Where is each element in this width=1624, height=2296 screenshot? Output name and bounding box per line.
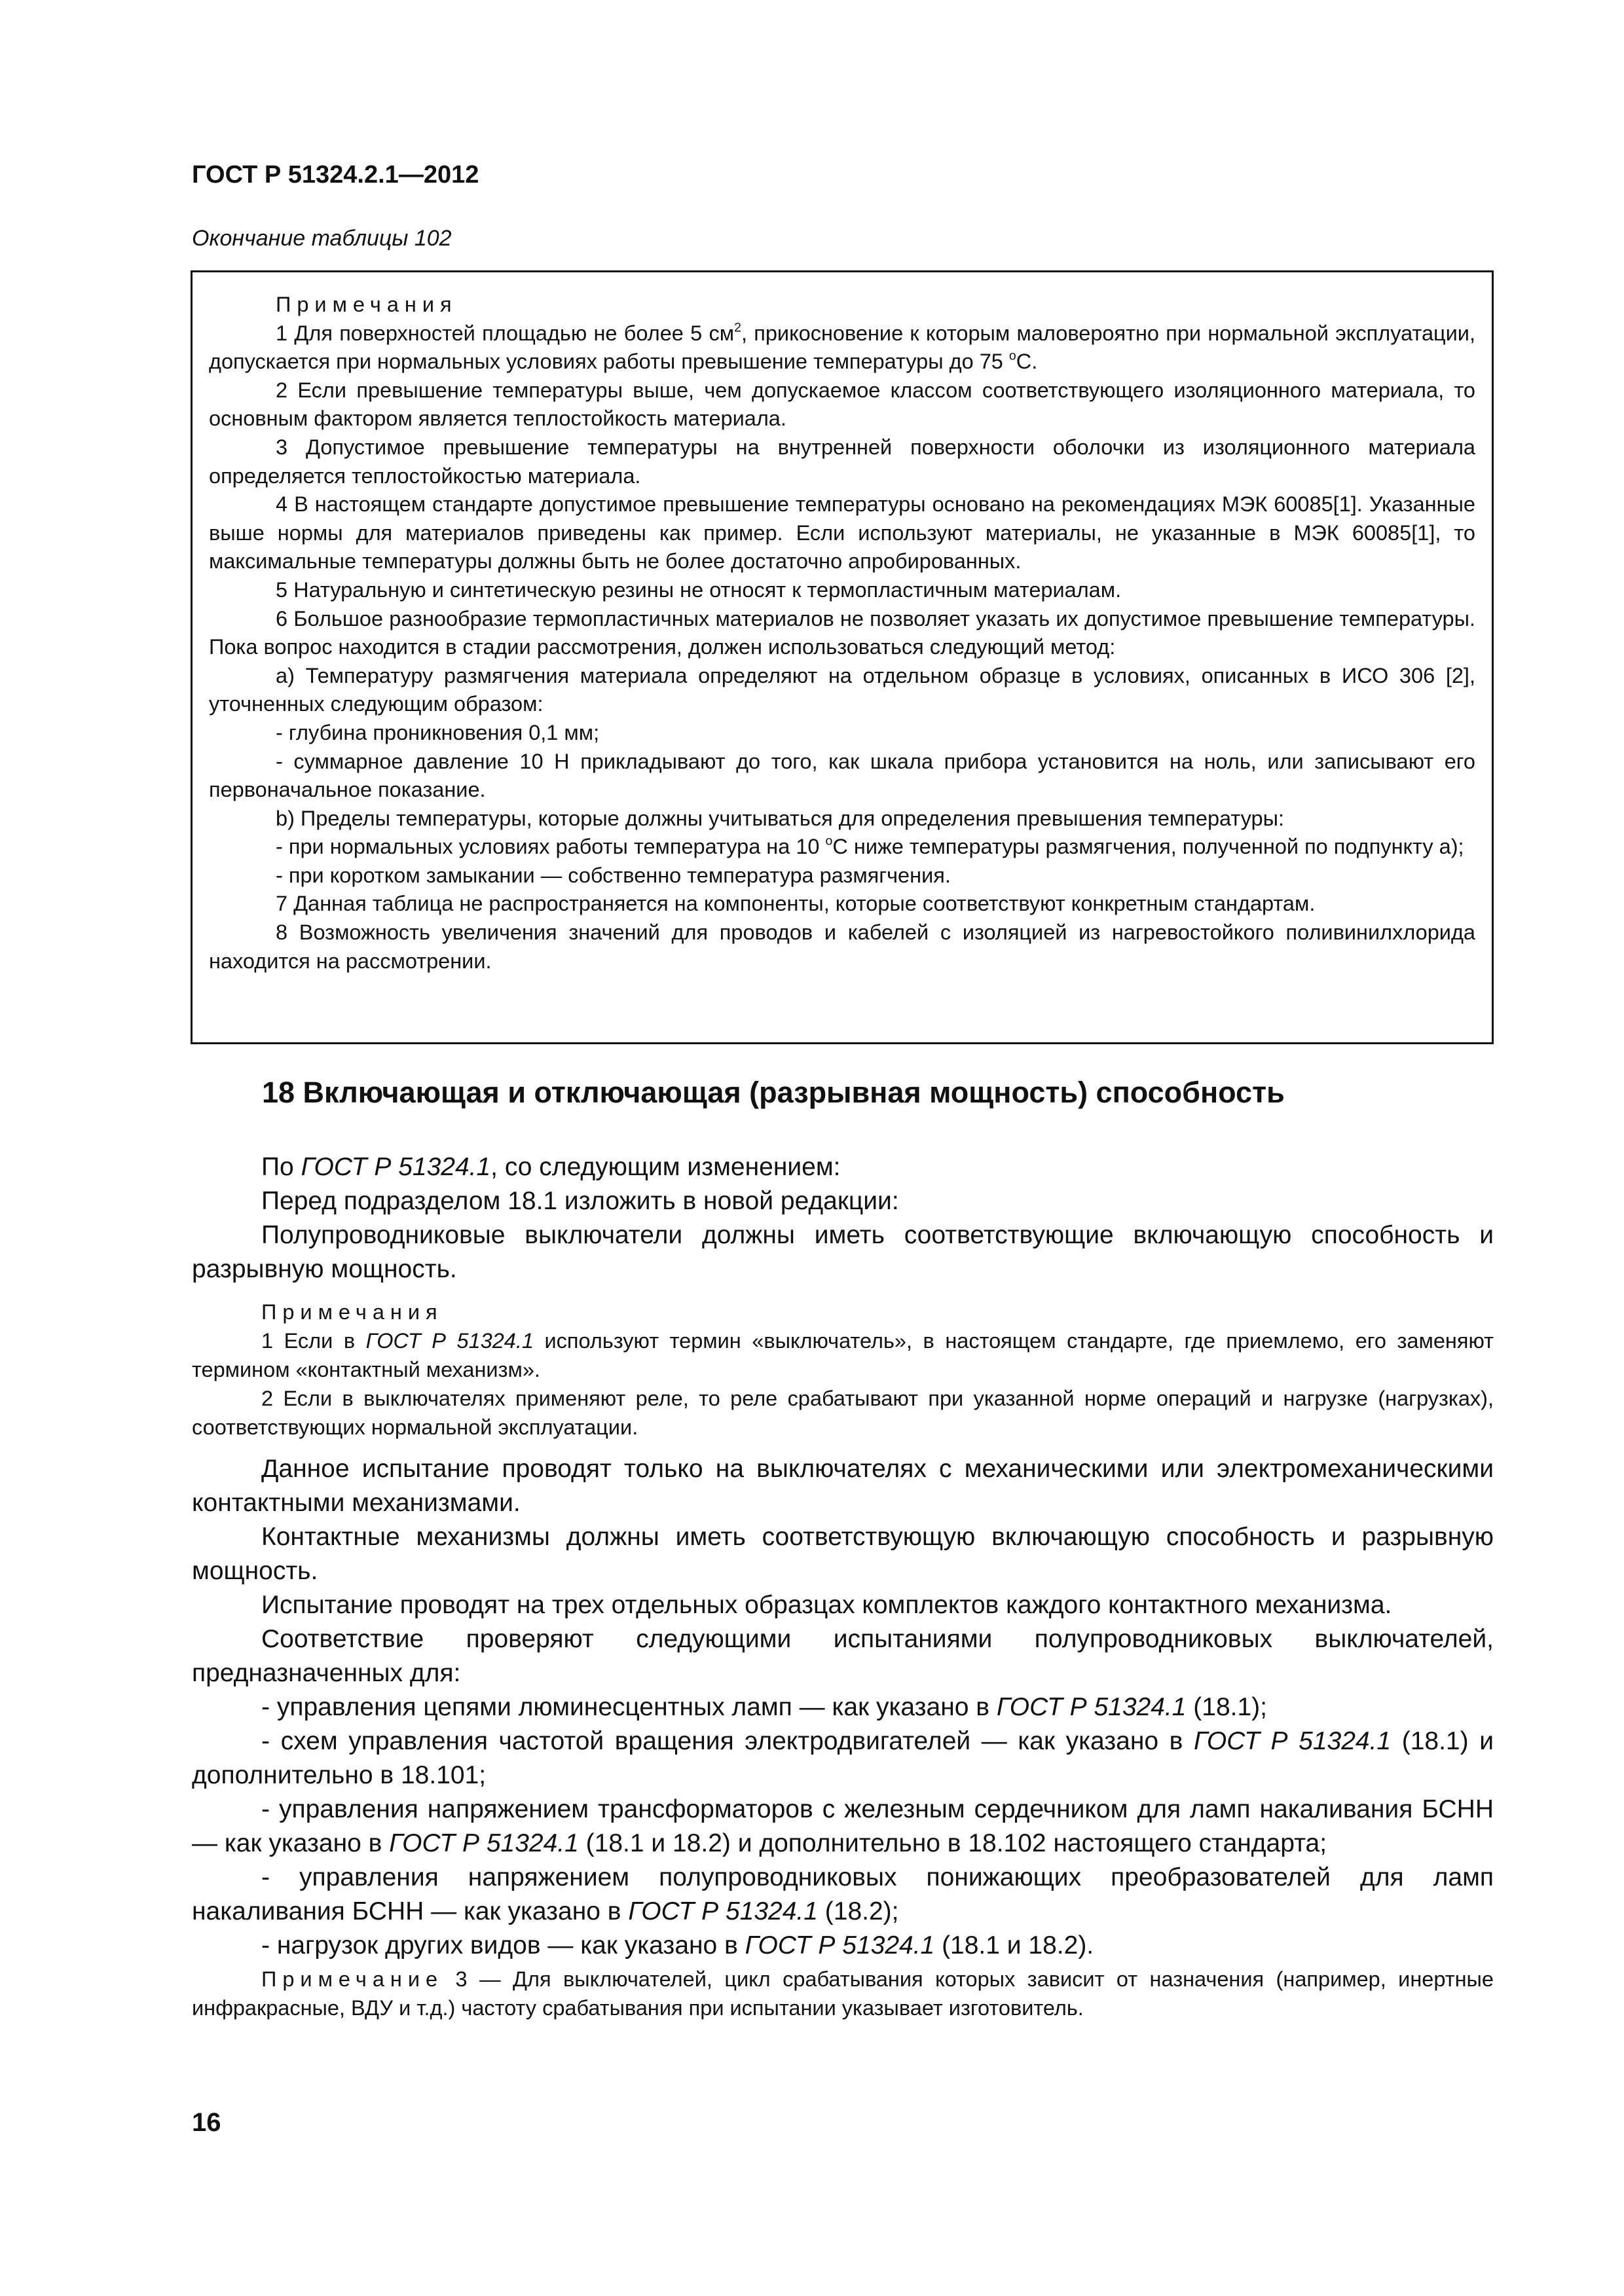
note-6-b-item-2: - при коротком замыкании — собственно температура размягчения. xyxy=(276,863,951,887)
note-6-a-item-2: - суммарное давление 10 Н прикладывают до того, как шкала прибора установится на ноль, или записывают его первоначальное показание. xyxy=(209,749,1475,802)
note-6-b: b) Пределы температуры, которые должны учитываться для определения превышения температуры: xyxy=(276,806,1284,830)
gost-reference: ГОСТ Р 51324.1 xyxy=(996,1693,1187,1721)
paragraph-requirement: Полупроводниковые выключатели должны иметь соответствующие включающую способность и разрывную мощность. xyxy=(192,1221,1494,1283)
gost-reference: ГОСТ Р 51324.1 xyxy=(1194,1727,1392,1755)
section-note-1: 1 Если в ГОСТ Р 51324.1 используют термин «выключатель», в настоящем стандарте, где приемлемо, его заменяют термином «контактный механизм». xyxy=(192,1329,1494,1381)
paragraph-samples: Испытание проводят на трех отдельных образцах комплектов каждого контактного механизма. xyxy=(261,1591,1392,1619)
gost-reference: ГОСТ Р 51324.1 xyxy=(301,1153,491,1181)
page-number: 16 xyxy=(192,2108,221,2137)
section-notes xyxy=(192,1298,1494,1442)
list-item-motor-speed: - схем управления частотой вращения электродвигателей — как указано в ГОСТ Р 51324.1 (18.1) и дополнительно в 18.101; xyxy=(192,1727,1494,1789)
note-6-a-item-1: - глубина проникновения 0,1 мм; xyxy=(276,720,600,744)
section-notes-title: Примечания xyxy=(261,1300,443,1324)
note-6: 6 Большое разнообразие термопластичных материалов не позволяет указать их допустимое превышение температуры. Пока вопрос находится в стадии рассмотрения, должен использоваться следующий метод: xyxy=(209,606,1475,659)
gost-reference: ГОСТ Р 51324.1 xyxy=(745,1931,935,1959)
note-2: 2 Если превышение температуры выше, чем допускаемое классом соответствующего изоляционного материала, то основным фактором является теплостойкость материала. xyxy=(209,378,1475,431)
section-body xyxy=(192,1452,1494,1963)
paragraph-by-gost: По ГОСТ Р 51324.1, со следующим изменением: xyxy=(261,1153,841,1181)
note-6-b-item-1: - при нормальных условиях работы температура на 10 $^о$С ниже температуры размягчения, полученной по подпункту а); xyxy=(276,833,1464,859)
gost-reference: ГОСТ Р 51324.1 xyxy=(365,1329,534,1353)
section-note-2: 2 Если в выключателях применяют реле, то реле срабатывают при указанной норме операций и нагрузке (нагрузках), соответствующих нормальной эксплуатации. xyxy=(192,1387,1494,1439)
paragraph-edit-instruction: Перед подразделом 18.1 изложить в новой редакции: xyxy=(261,1187,899,1215)
list-item-other-loads: - нагрузок других видов — как указано в ГОСТ Р 51324.1 (18.1 и 18.2). xyxy=(261,1931,1094,1959)
list-item-converters: - управления напряжением полупроводниковых понижающих преобразователей для ламп накаливания БСНН — как указано в ГОСТ Р 51324.1 (18.2); xyxy=(192,1863,1494,1925)
note-5: 5 Натуральную и синтетическую резины не относят к термопластичным материалам. xyxy=(276,577,1122,602)
paragraph-contact-mechanisms: Контактные механизмы должны иметь соответствующую включающую способность и разрывную мощность. xyxy=(192,1523,1494,1585)
list-item-fluorescent: - управления цепями люминесцентных ламп — как указано в ГОСТ Р 51324.1 (18.1); xyxy=(261,1693,1268,1721)
document-header-code: ГОСТ Р 51324.2.1—2012 xyxy=(192,161,479,189)
gost-reference: ГОСТ Р 51324.1 xyxy=(389,1829,579,1857)
note-1: 1 Для поверхностей площадью не более 5 $см^2$, прикосновение к которым маловероятно при нормальной эксплуатации, допускается при нормальных условиях работы превышение температуры до 75 $^о$С. xyxy=(209,319,1475,374)
section-heading: 18 Включающая и отключающая (разрывная мощность) способность xyxy=(262,1076,1285,1109)
paragraph-compliance: Соответствие проверяют следующими испытаниями полупроводниковых выключателей, предназначенных для: xyxy=(192,1625,1494,1687)
section-intro xyxy=(192,1150,1494,1286)
final-note xyxy=(192,1965,1494,2022)
list-item-transformers: - управления напряжением трансформаторов с железным сердечником для ламп накаливания БСНН — как указано в ГОСТ Р 51324.1 (18.1 и 18.2) и дополнительно в 18.102 настоящего стандарта; xyxy=(192,1795,1494,1857)
table-notes-box xyxy=(191,270,1494,1044)
note-4: 4 В настоящем стандарте допустимое превышение температуры основано на рекомендациях МЭК 60085[1]. Указанные выше нормы для материалов приведены как пример. Если используют материалы, не указанные в МЭК 60085[1], то максимальные температуры должны быть не более достаточно апробированных. xyxy=(209,492,1475,574)
table-continuation-caption: Окончание таблицы 102 xyxy=(192,226,452,251)
gost-reference: ГОСТ Р 51324.1 xyxy=(628,1897,818,1925)
note-3-paragraph: Примечание 3 — Для выключателей, цикл срабатывания которых зависит от назначения (например, инертные инфракрасные, ВДУ и т.д.) частоту срабатывания при испытании указывает изготовитель. xyxy=(192,1967,1494,2020)
paragraph-test-scope: Данное испытание проводят только на выключателях с механическими или электромеханическими контактными механизмами. xyxy=(192,1455,1494,1517)
note-6-a: а) Температуру размягчения материала определяют на отдельном образце в условиях, описанных в ИСО 306 [2], уточненных следующим образом: xyxy=(209,663,1475,716)
notes-title: Примечания xyxy=(276,293,458,316)
note-7: 7 Данная таблица не распространяется на компоненты, которые соответствуют конкретным стандартам. xyxy=(276,892,1316,916)
note-3: 3 Допустимое превышение температуры на внутренней поверхности оболочки из изоляционного материала определяется теплостойкостью материала. xyxy=(209,435,1475,488)
note-8: 8 Возможность увеличения значений для проводов и кабелей с изоляцией из нагревостойкого поливинилхлорида находится на рассмотрении. xyxy=(209,920,1475,973)
